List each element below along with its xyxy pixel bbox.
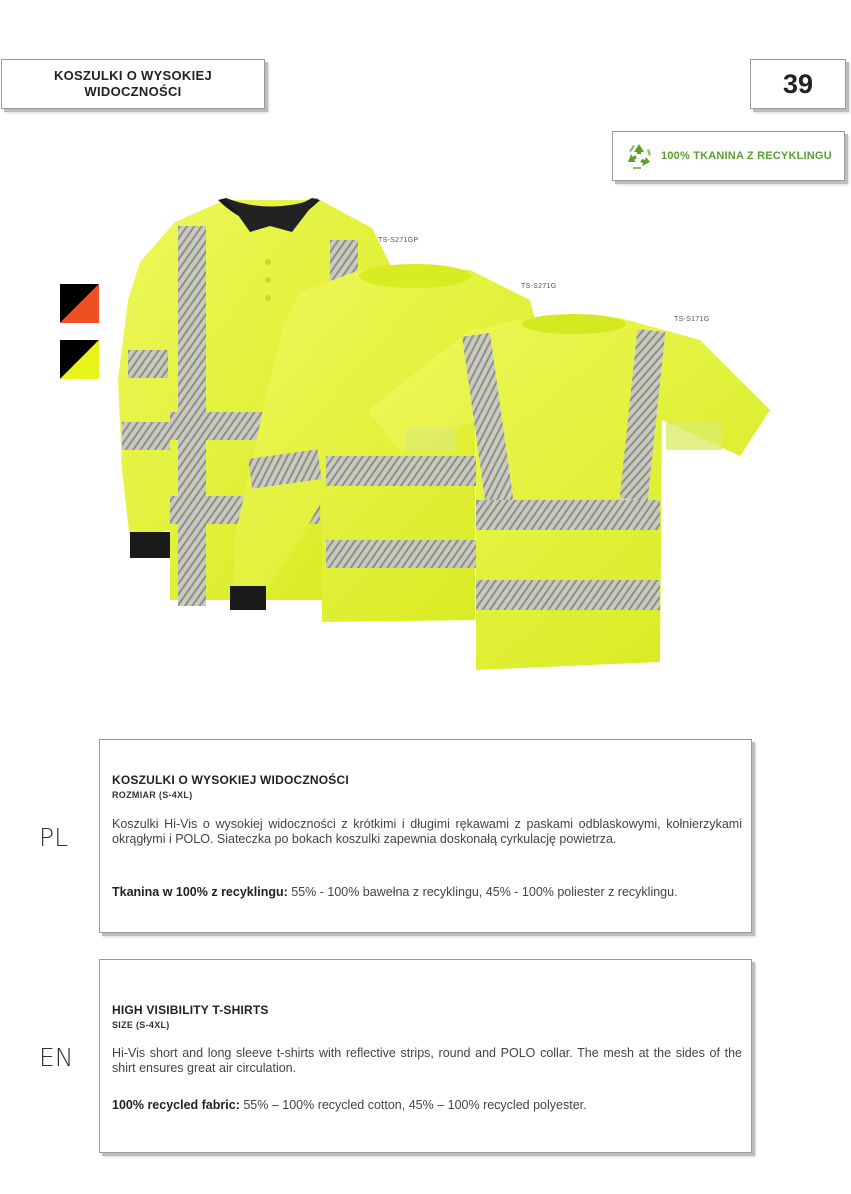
- color-swatch-black-orange: [60, 284, 99, 323]
- size-range: SIZE (S-4XL): [112, 1020, 170, 1030]
- product-code: TS-S271GP: [378, 237, 419, 244]
- page-number: 39: [782, 68, 814, 99]
- recycled-fabric-text: 100% TKANINA Z RECYKLINGU: [661, 150, 832, 162]
- description-box-en: [99, 959, 752, 1153]
- catalog-title: KOSZULKI O WYSOKIEJ WIDOCZNOŚCI: [53, 68, 213, 99]
- fabric-value: 55% - 100% bawełna z recyklingu, 45% - 100% poliester z recyklingu.: [287, 885, 678, 899]
- description-text: Koszulki Hi-Vis o wysokiej widoczności z krótkimi i długimi rękawami z paskami odblaskowymi, kołnierzykami okrągłymi i POLO. Siateczka po bokach koszulki zapewnia doskonałą cyrkulację powietrza.: [112, 817, 742, 846]
- language-label-en: EN: [39, 1043, 74, 1072]
- language-label-pl: PL: [39, 823, 69, 852]
- fabric-label: 100% recycled fabric:: [112, 1098, 240, 1112]
- fabric-composition: [112, 1098, 742, 1113]
- product-code: TS-S271G: [521, 283, 557, 290]
- description-text: Hi-Vis short and long sleeve t-shirts with reflective strips, round and POLO collar. The mesh at the sides of the shirt ensures great air circulation.: [112, 1046, 742, 1075]
- section-title: HIGH VISIBILITY T-SHIRTS: [112, 1003, 269, 1017]
- size-range: ROZMIAR (S-4XL): [112, 790, 193, 800]
- color-swatch-black-yellow: [60, 340, 99, 379]
- fabric-composition: [112, 885, 742, 900]
- product-code: TS-S171G: [674, 316, 710, 323]
- fabric-value: 55% – 100% recycled cotton, 45% – 100% recycled polyester.: [239, 1098, 587, 1112]
- fabric-label: Tkanina w 100% z recyklingu:: [112, 885, 288, 899]
- section-title: KOSZULKI O WYSOKIEJ WIDOCZNOŚCI: [112, 773, 349, 787]
- description-box-pl: [99, 739, 752, 933]
